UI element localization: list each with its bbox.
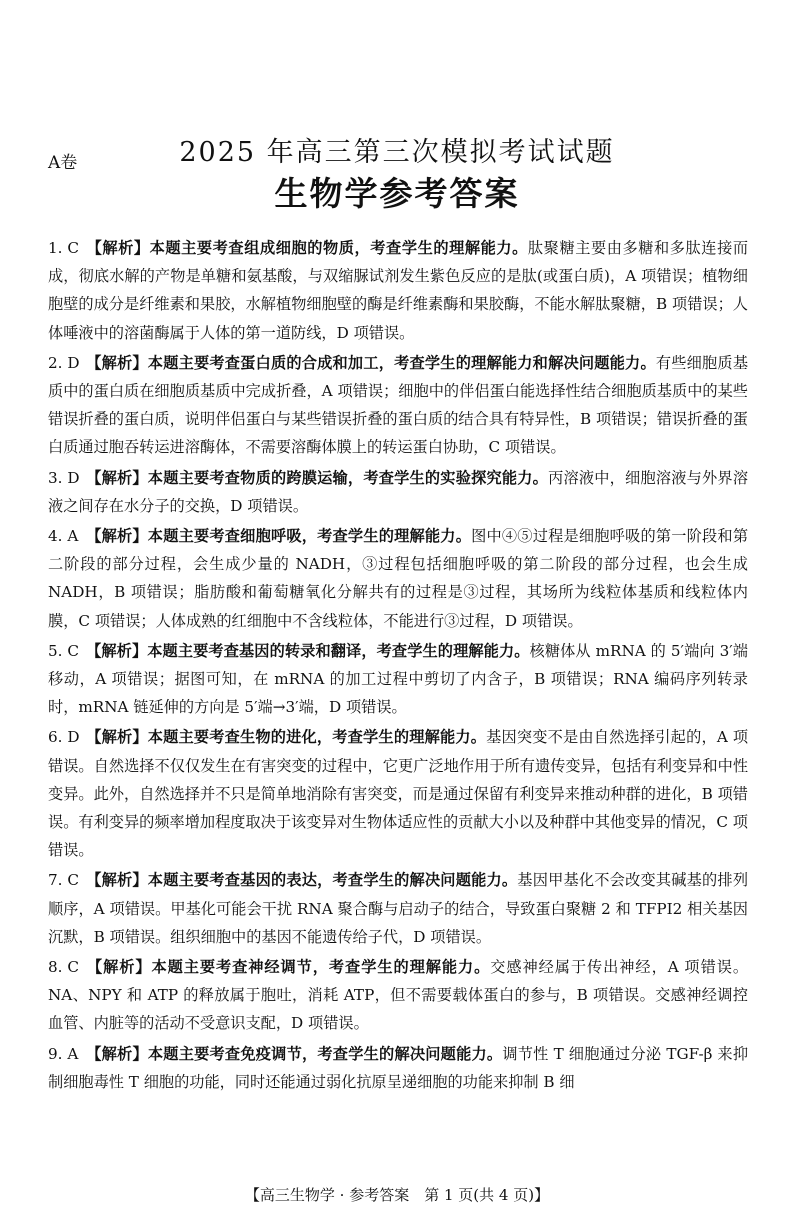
answer-explanation: 肽聚糖主要由多糖和多肽连接而成，彻底水解的产物是单糖和氨基酸，与双缩脲试剂发生紫色反应的是肽(或蛋白质)，A 项错误；植物细胞壁的成分是纤维素和果胶，水解植物细胞壁的酶是纤维素酶和果胶酶，不能水解肽聚糖，B 项错误；人体唾液中的溶菌酶属于人体的第一道防线，D 项错误。: [48, 239, 749, 342]
answer-item-7: [48, 866, 748, 951]
analysis-tag: 【解析】: [86, 353, 148, 372]
exam-title: 2025 年高三第三次模拟考试试题: [179, 137, 615, 168]
answer-list: [48, 234, 748, 1098]
paper-version-tag: A卷: [48, 153, 78, 173]
answer-focus: 本题主要考查物质的跨膜运输，考查学生的实验探究能力。: [147, 468, 549, 487]
answer-item-4: [48, 522, 748, 635]
analysis-tag: 【解析】: [86, 1044, 148, 1063]
answer-focus: 本题主要考查生物的进化，考查学生的理解能力。: [147, 728, 487, 747]
answer-item-8: [48, 953, 748, 1038]
answer-item-2: [48, 349, 748, 462]
answer-number: 8. C: [48, 958, 79, 977]
answer-focus: 本题主要考查免疫调节，考查学生的解决问题能力。: [147, 1044, 503, 1063]
analysis-tag: 【解析】: [86, 239, 150, 257]
answer-focus: 本题主要考查基因的转录和翻译，考查学生的理解能力。: [147, 641, 530, 660]
answer-key-title: 生物学参考答案: [274, 174, 520, 213]
answer-focus: 本题主要考查组成细胞的物质，考查学生的理解能力。: [149, 239, 528, 257]
answer-number: 4. A: [48, 527, 79, 546]
answer-number: 1. C: [48, 239, 79, 257]
answer-focus: 本题主要考查神经调节，考查学生的理解能力。: [151, 958, 491, 977]
answer-item-1: [48, 234, 748, 347]
answer-focus: 本题主要考查蛋白质的合成和加工，考查学生的理解能力和解决问题能力。: [147, 353, 656, 372]
analysis-tag: 【解析】: [86, 728, 148, 747]
answer-explanation: 基因突变不是由自然选择引起的，A 项错误。自然选择不仅仅发生在有害突变的过程中，它更广泛地作用于所有遗传变异，包括有利变异和中性变异。此外，自然选择并不只是简单地消除有害突变，而是通过保留有利变异来推动种群的进化，B 项错误。有利变异的频率增加程度取决于该变异对生物体适应性的贡献大小以及种群中其他变异的情况，C 项错误。: [48, 728, 749, 860]
answer-explanation: 丙溶液中，细胞溶液与外界溶液之间存在水分子的交换，D 项错误。: [48, 468, 749, 515]
answer-explanation: 核糖体从 mRNA 的 5′端向 3′端移动，A 项错误；据图可知，在 mRNA 的加工过程中剪切了内含子，B 项错误；RNA 编码序列转录时，mRNA 链延伸的方向是 5′端→3′端，D 项错误。: [48, 641, 748, 717]
page-footer: 【高三生物学 · 参考答案 第 1 页(共 4 页)】: [244, 1186, 550, 1204]
analysis-tag: 【解析】: [86, 641, 148, 660]
answer-number: 3. D: [48, 468, 80, 487]
answer-item-3: [48, 464, 748, 520]
answer-number: 5. C: [48, 641, 79, 660]
answer-number: 2. D: [48, 353, 80, 372]
answer-item-5: [48, 637, 748, 722]
answer-explanation: 交感神经属于传出神经，A 项错误。NA、NPY 和 ATP 的释放属于胞吐，消耗 ATP，但不需要载体蛋白的参与，B 项错误。交感神经调控血管、内脏等的活动不受意识支配，D 项错误。: [48, 958, 749, 1033]
analysis-tag: 【解析】: [86, 527, 148, 546]
answer-focus: 本题主要考查基因的表达，考查学生的解决问题能力。: [147, 871, 518, 890]
answer-item-9: [48, 1040, 748, 1096]
answer-number: 7. C: [48, 871, 79, 890]
analysis-tag: 【解析】: [86, 958, 152, 977]
answer-explanation: 调节性 T 细胞通过分泌 TGF-β 来抑制细胞毒性 T 细胞的功能，同时还能通过弱化抗原呈递细胞的功能来抑制 B 细: [48, 1044, 749, 1091]
answer-item-6: [48, 723, 748, 864]
answer-number: 6. D: [48, 728, 80, 747]
answer-focus: 本题主要考查细胞呼吸，考查学生的理解能力。: [147, 527, 472, 546]
answer-explanation: 基因甲基化不会改变其碱基的排列顺序，A 项错误。甲基化可能会干扰 RNA 聚合酶与启动子的结合，导致蛋白聚糖 2 和 TFPI2 相关基因沉默，B 项错误。组织细胞中的基因不能遗传给子代，D 项错误。: [48, 871, 749, 946]
answer-number: 9. A: [48, 1044, 79, 1063]
answer-explanation: 图中④⑤过程是细胞呼吸的第一阶段和第二阶段的部分过程，会生成少量的 NADH，③过程包括细胞呼吸的第二阶段的部分过程，也会生成 NADH，B 项错误；脂肪酸和葡萄糖氧化分解共有的过程是③过程，其场所为线粒体基质和线粒体内膜，C 项错误；人体成熟的红细胞中不含线粒体，不能进行③过程，D 项错误。: [48, 527, 749, 630]
analysis-tag: 【解析】: [86, 468, 148, 487]
analysis-tag: 【解析】: [86, 871, 148, 890]
answer-explanation: 有些细胞质基质中的蛋白质在细胞质基质中完成折叠，A 项错误；细胞中的伴侣蛋白能选择性结合细胞质基质中的某些错误折叠的蛋白质，说明伴侣蛋白与某些错误折叠的蛋白质的结合具有特异性，B 项错误；错误折叠的蛋白质通过胞吞转运进溶酶体，不需要溶酶体膜上的转运蛋白协助，C 项错误。: [48, 353, 749, 457]
